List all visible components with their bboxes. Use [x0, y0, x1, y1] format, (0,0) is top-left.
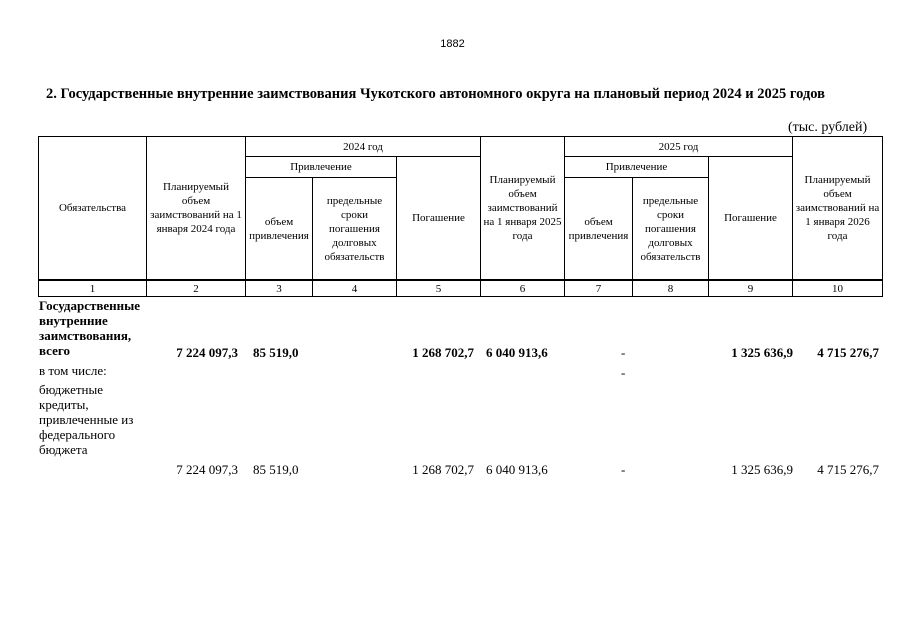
column-number: 8 — [632, 280, 708, 297]
header-attraction-2024: Привлечение — [245, 156, 396, 177]
section-title: 2. Государственные внутренние заимствования Чукотского автономного округа на плановый период 2024 и 2025 годов — [46, 86, 825, 102]
table-cell: - — [621, 345, 626, 360]
table-cell: 1 325 636,9 — [731, 462, 793, 477]
header-volume-2025: объем привлечения — [564, 177, 632, 280]
column-number: 9 — [708, 280, 792, 297]
table-cell: 1 268 702,7 — [412, 345, 474, 360]
column-number: 7 — [564, 280, 632, 297]
header-obligations: Обязательства — [38, 136, 146, 280]
header-repayment-2025: Погашение — [708, 156, 792, 280]
header-year-2025: 2025 год — [564, 136, 792, 156]
header-planned-2026: Планируемый объем заимствований на 1 января 2026 года — [792, 136, 883, 280]
column-number: 5 — [396, 280, 480, 297]
header-terms-2024: предельные сроки погашения долговых обязательств — [312, 177, 396, 280]
table-cell: - — [621, 365, 626, 380]
table-cell: 4 715 276,7 — [817, 462, 879, 477]
column-number: 2 — [146, 280, 245, 297]
column-number: 4 — [312, 280, 396, 297]
header-planned-2024: Планируемый объем заимствований на 1 января 2024 года — [146, 136, 245, 280]
row-label: Государственные внутренние заимствования, всего — [39, 298, 141, 358]
header-terms-2025: предельные сроки погашения долговых обязательств — [632, 177, 708, 280]
column-number: 3 — [245, 280, 312, 297]
header-volume-2024: объем привлечения — [245, 177, 312, 280]
header-planned-2025: Планируемый объем заимствований на 1 января 2025 года — [480, 136, 564, 280]
header-year-2024: 2024 год — [245, 136, 480, 156]
table-cell: 85 519,0 — [253, 462, 299, 477]
table-cell: 7 224 097,3 — [176, 345, 238, 360]
table-cell: 4 715 276,7 — [817, 345, 879, 360]
row-label: бюджетные кредиты, привлеченные из федерального бюджета — [39, 382, 134, 457]
table-cell: 1 325 636,9 — [731, 345, 793, 360]
column-number: 6 — [480, 280, 564, 297]
header-repayment-2024: Погашение — [396, 156, 480, 280]
table-cell: - — [621, 462, 626, 477]
table-cell: 6 040 913,6 — [486, 462, 548, 477]
header-attraction-2025: Привлечение — [564, 156, 708, 177]
units-label: (тыс. рублей) — [788, 120, 868, 135]
table-cell: 85 519,0 — [253, 345, 299, 360]
table-cell: 6 040 913,6 — [486, 345, 548, 360]
table-cell: 7 224 097,3 — [176, 462, 238, 477]
row-label: в том числе: — [39, 363, 107, 378]
table-cell: 1 268 702,7 — [412, 462, 474, 477]
column-number: 10 — [792, 280, 883, 297]
page-number: 1882 — [440, 38, 465, 50]
column-number: 1 — [38, 280, 146, 297]
